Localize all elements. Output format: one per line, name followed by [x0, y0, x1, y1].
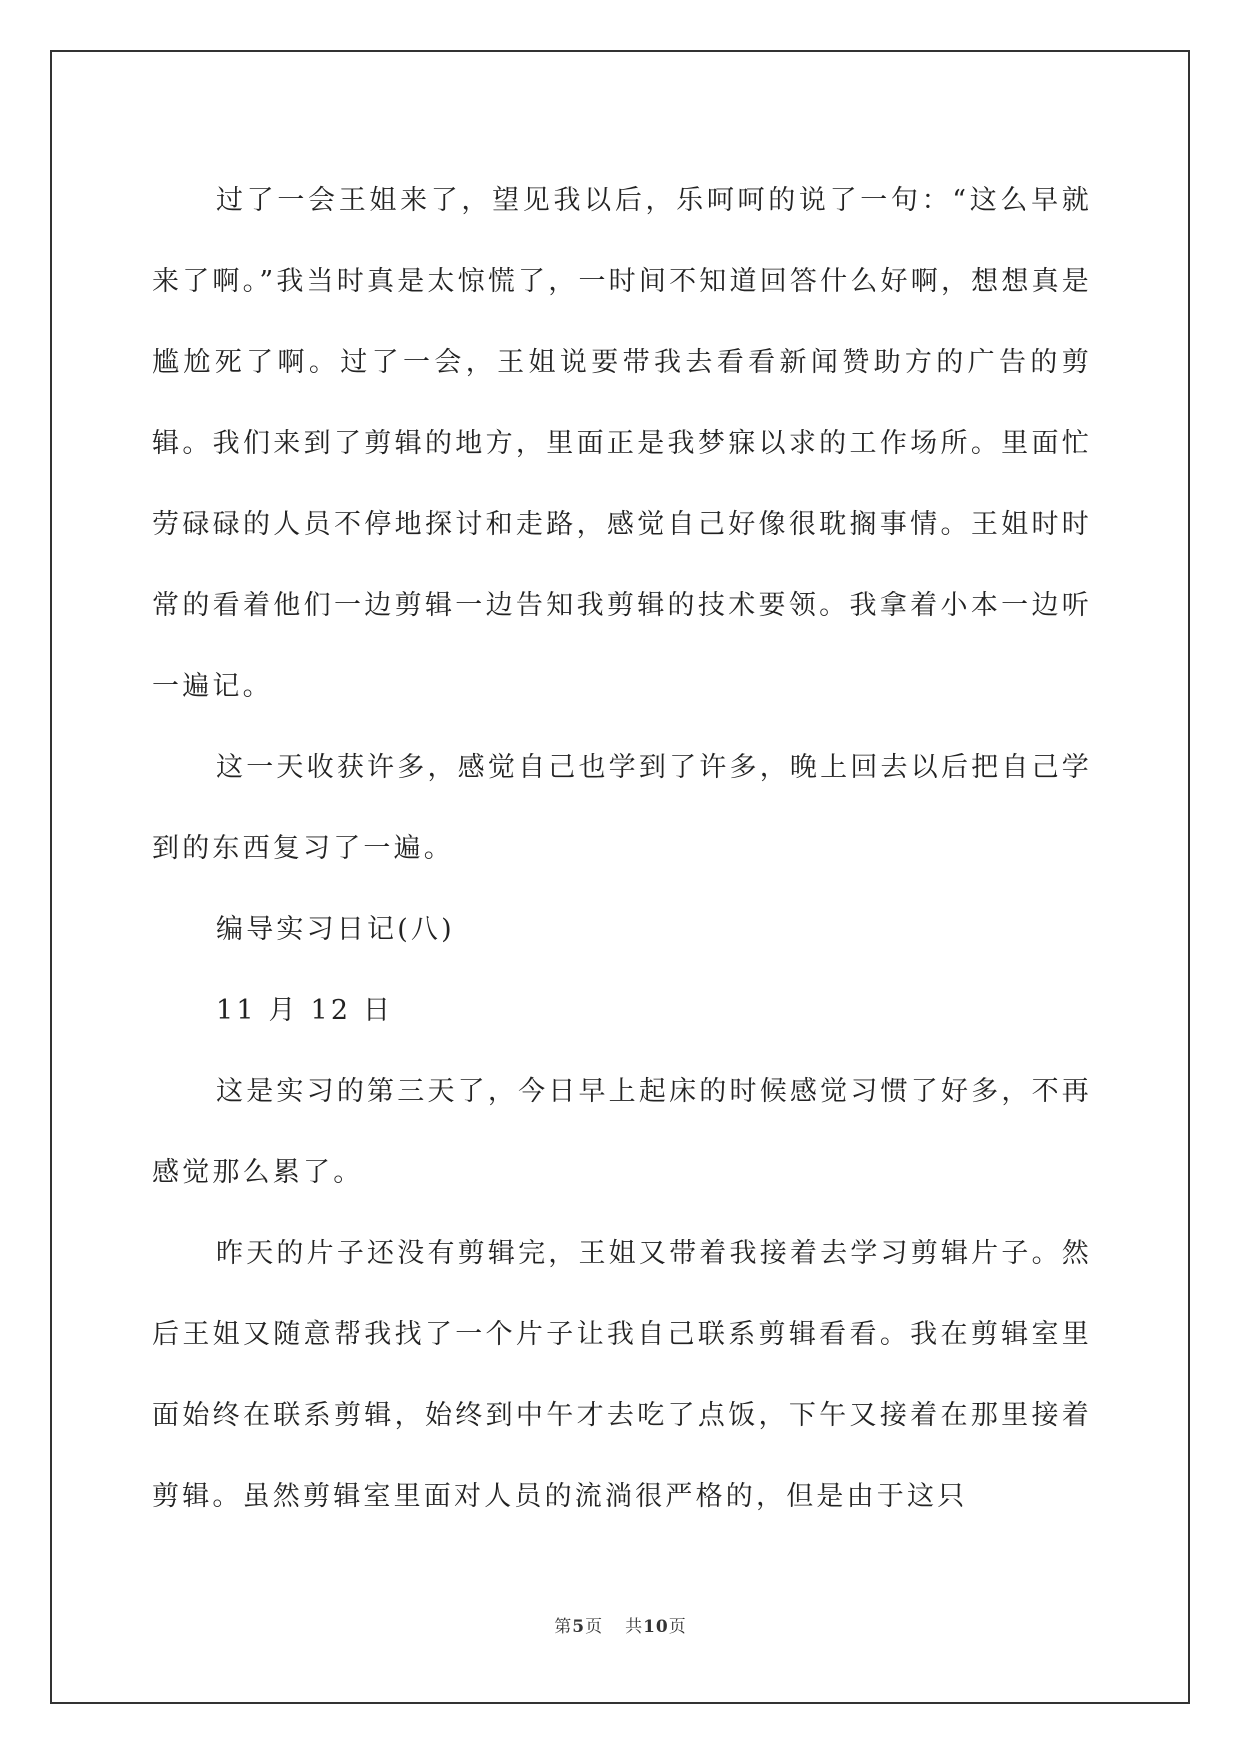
total-suffix: 页	[668, 1617, 687, 1637]
document-body	[152, 160, 1092, 1537]
diary-heading: 编导实习日记(八)	[216, 914, 455, 945]
page-suffix: 页	[585, 1617, 604, 1637]
paragraph-editing-practice: 昨天的片子还没有剪辑完，王姐又带着我接着去学习剪辑片子。然后王姐又随意帮我找了一个片子让我自己联系剪辑看看。我在剪辑室里面始终在联系剪辑，始终到中午才去吃了点饭，下午又接着在那里接着剪辑。虽然剪辑室里面对人员的流淌很严格的，但是由于这只	[152, 1238, 1092, 1512]
page-number: 5	[572, 1617, 586, 1637]
paragraph-third-day: 这是实习的第三天了，今日早上起床的时候感觉习惯了好多，不再感觉那么累了。	[152, 1076, 1092, 1188]
total-prefix: 共	[625, 1617, 644, 1637]
paragraph-wang-arrives: 过了一会王姐来了，望见我以后，乐呵呵的说了一句：“这么早就来了啊。”我当时真是太惊慌了，一时间不知道回答什么好啊，想想真是尴尬死了啊。过了一会，王姐说要带我去看看新闻赞助方的广告的剪辑。我们来到了剪辑的地方，里面正是我梦寐以求的工作场所。里面忙劳碌碌的人员不停地探讨和走路，感觉自己好像很耽搁事情。王姐时时常的看着他们一边剪辑一边告知我剪辑的技术要领。我拿着小本一边听一遍记。	[152, 185, 1092, 702]
page-footer	[0, 1612, 1241, 1637]
paragraph-day-summary: 这一天收获许多，感觉自己也学到了许多，晚上回去以后把自己学到的东西复习了一遍。	[152, 752, 1092, 864]
total-pages: 10	[643, 1617, 669, 1637]
page-prefix: 第	[554, 1617, 573, 1637]
diary-date: 11 月 12 日	[216, 995, 394, 1026]
